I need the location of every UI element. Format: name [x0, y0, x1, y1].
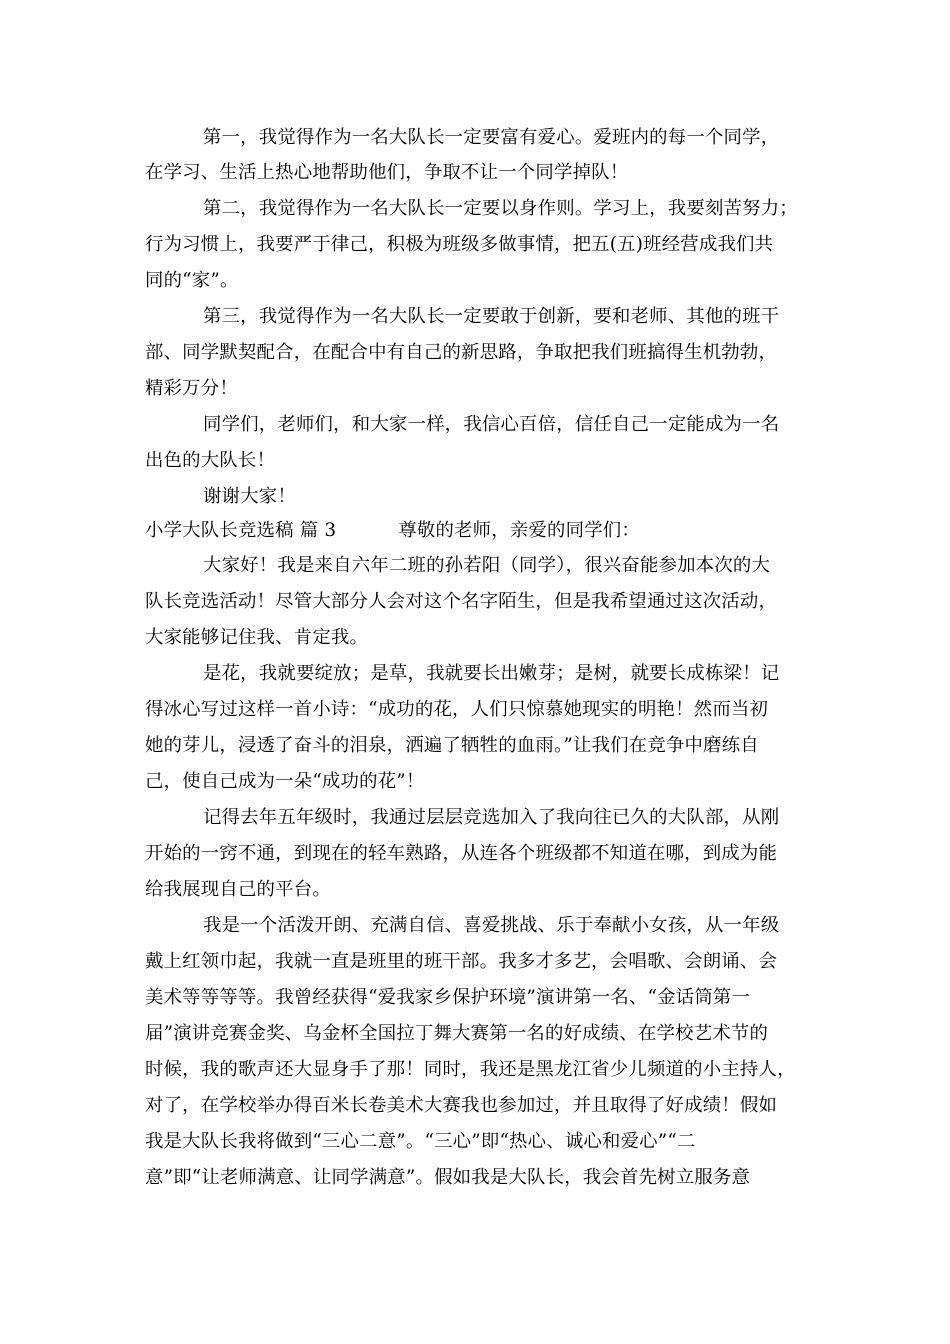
paragraph-line: 给我展现自己的平台。 [145, 879, 331, 900]
salutation: 尊敬的老师，亲爱的同学们： [398, 520, 640, 541]
paragraph-line: 大家能够记住我、肯定我。 [145, 627, 369, 648]
paragraph-line: 行为习惯上，我要严于律己，积极为班级多做事情，把五(五)班经营成我们共 [145, 234, 774, 255]
paragraph-line: 我是一个活泼开朗、充满自信、喜爱挑战、乐于奉献小女孩，从一年级 [203, 915, 780, 936]
paragraph-line: 开始的一窍不通，到现在的轻车熟路，从连各个班级都不知道在哪，到成为能 [145, 843, 778, 864]
paragraph-line: 得冰心写过这样一首小诗：“成功的花，人们只惊慕她现实的明艳！然而当初 [145, 699, 769, 720]
paragraph-line: 第二，我觉得作为一名大队长一定要以身作则。学习上，我要刻苦努力； [203, 198, 798, 219]
paragraph-line: 第一，我觉得作为一名大队长一定要富有爱心。爱班内的每一个同学， [203, 127, 780, 148]
paragraph-line: 第三，我觉得作为一名大队长一定要敢于创新，要和老师、其他的班干 [203, 306, 780, 327]
paragraph-line: 美术等等等等。我曾经获得“爱我家乡保护环境”演讲第一名、“金话筒第一 [145, 987, 751, 1008]
paragraph-line: 我是大队长我将做到“三心二意”。“三心”即“热心、诚心和爱心”“二 [145, 1131, 696, 1152]
section-title: 小学大队长竞选稿 篇 3 [145, 520, 337, 541]
paragraph-line: 精彩万分！ [145, 378, 238, 399]
paragraph-line: 记得去年五年级时，我通过层层竞选加入了我向往已久的大队部，从刚 [203, 807, 780, 828]
paragraph-line: 部、同学默契配合，在配合中有自己的新思路，争取把我们班搞得生机勃勃， [145, 342, 778, 363]
paragraph-line: 己，使自己成为一朵“成功的花”！ [145, 771, 425, 792]
paragraph-line: 在学习、生活上热心地帮助他们，争取不让一个同学掉队！ [145, 162, 629, 183]
paragraph-line: 戴上红领巾起，我就一直是班里的班干部。我多才多艺，会唱歌、会朗诵、会 [145, 951, 778, 972]
section-heading-line [145, 519, 640, 543]
paragraph-line: 是花，我就要绽放；是草，我就要长出嫩芽；是树，就要长成栋梁！记 [203, 663, 780, 684]
paragraph-line: 时候，我的歌声还大显身手了那！同时，我还是黑龙江省少儿频道的小主持人， [145, 1059, 796, 1080]
paragraph-line: 大家好！我是来自六年二班的孙若阳（同学），很兴奋能参加本次的大 [203, 555, 771, 576]
paragraph-line: 意”即“让老师满意、让同学满意”。假如我是大队长，我会首先树立服务意 [145, 1167, 751, 1188]
paragraph-line: 她的芽儿，浸透了奋斗的泪泉，洒遍了牺牲的血雨。”让我们在竞争中磨练自 [145, 735, 759, 756]
paragraph-line: 对了，在学校举办得百米长卷美术大赛我也参加过，并且取得了好成绩！假如 [145, 1095, 778, 1116]
paragraph-line: 谢谢大家！ [203, 486, 296, 507]
paragraph-line: 出色的大队长！ [145, 450, 276, 471]
paragraph-line: 届”演讲竞赛金奖、乌金杯全国拉丁舞大赛第一名的好成绩、在学校艺术节的 [145, 1023, 769, 1044]
paragraph-line: 同学们，老师们，和大家一样，我信心百倍，信任自己一定能成为一名 [203, 414, 780, 435]
paragraph-line: 同的“家”。 [145, 270, 239, 291]
paragraph-line: 队长竞选活动！尽管大部分人会对这个名字陌生，但是我希望通过这次活动， [145, 591, 778, 612]
